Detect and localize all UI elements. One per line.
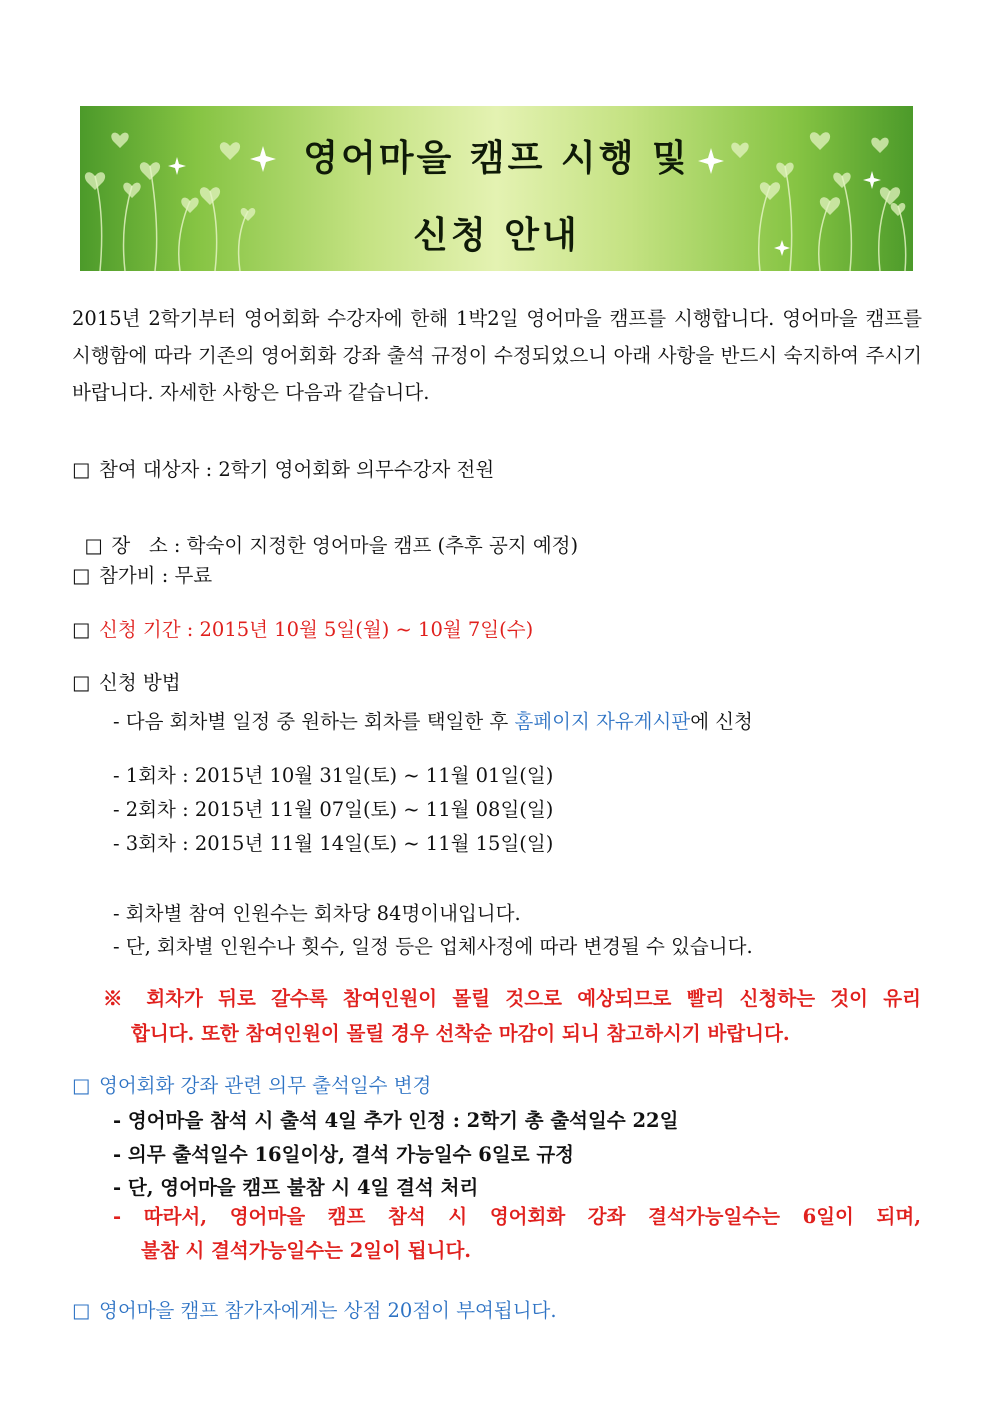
period-item xyxy=(72,614,533,642)
target-item xyxy=(72,454,494,482)
session-1: - 1회차 : 2015년 10월 31일(토) ~ 11월 01일(일) xyxy=(113,764,554,787)
early-apply-note-line2: 합니다. 또한 참여인원이 몰릴 경우 선착순 마감이 되니 참고하시기 바랍니다. xyxy=(131,1022,790,1045)
method-description: - 다음 회차별 일정 중 원하는 회차를 택일한 후 홈페이지 자유게시판에 신청 xyxy=(113,710,753,733)
place-item xyxy=(72,507,578,558)
early-apply-note-line1: ※ 회차가 뒤로 갈수록 참여인원이 몰릴 것으로 예상되므로 빨리 신청하는 것이 유리 xyxy=(103,987,921,1010)
checkbox-bullet-icon: □ xyxy=(72,671,91,694)
checkbox-bullet-icon: □ xyxy=(72,618,91,641)
change-note: - 단, 회차별 인원수나 횟수, 일정 등은 업체사정에 따라 변경될 수 있습니다. xyxy=(113,935,753,958)
merit-item xyxy=(72,1295,557,1323)
target-text: 참여 대상자 : 2학기 영어회화 의무수강자 전원 xyxy=(99,458,495,481)
attendance-item xyxy=(72,1070,431,1098)
fee-text: 참가비 : 무료 xyxy=(99,564,213,587)
attendance-red-line2: 불참 시 결석가능일수는 2일이 됩니다. xyxy=(141,1239,472,1262)
banner-title-line1: 영어마을 캠프 시행 및 xyxy=(303,138,690,179)
session-3: - 3회차 : 2015년 11월 14일(토) ~ 11월 15일(일) xyxy=(113,832,554,855)
attendance-line-2: - 의무 출석일수 16일이상, 결석 가능일수 6일로 규정 xyxy=(113,1143,575,1166)
session-2: - 2회차 : 2015년 11월 07일(토) ~ 11월 08일(일) xyxy=(113,798,554,821)
checkbox-bullet-icon: □ xyxy=(72,1299,91,1322)
merit-text: 영어마을 캠프 참가자에게는 상점 20점이 부여됩니다. xyxy=(99,1299,557,1322)
checkbox-bullet-icon: □ xyxy=(84,534,103,557)
banner-title-line2: 신청 안내 xyxy=(413,215,580,256)
method-item xyxy=(72,667,181,695)
checkbox-bullet-icon: □ xyxy=(72,564,91,587)
intro-paragraph: 2015년 2학기부터 영어회화 수강자에 한해 1박2일 영어마을 캠프를 시행합니다. 영어마을 캠프를 시행함에 따라 기존의 영어회화 강좌 출석 규정이 수정되었으니 아래 사항을 반드시 숙지하여 주시기 바랍니다. 자세한 사항은 다음과 같습니다. xyxy=(72,307,922,404)
checkbox-bullet-icon: □ xyxy=(72,458,91,481)
checkbox-bullet-icon: □ xyxy=(72,1074,91,1097)
period-text: 신청 기간 : 2015년 10월 5일(월) ~ 10월 7일(수) xyxy=(99,618,534,641)
attendance-line-3: - 단, 영어마을 캠프 불참 시 4일 결석 처리 xyxy=(113,1176,479,1199)
fee-item xyxy=(72,560,212,588)
attendance-heading: 영어회화 강좌 관련 의무 출석일수 변경 xyxy=(99,1074,432,1097)
attendance-line-1: - 영어마을 참석 시 출석 4일 추가 인정 : 2학기 총 출석일수 22일 xyxy=(113,1109,679,1132)
attendance-red-line1: - 따라서, 영어마을 캠프 참석 시 영어회화 강좌 결석가능일수는 6일이 되며, xyxy=(113,1205,921,1228)
place-text: 장 소 : 학숙이 지정한 영어마을 캠프 (추후 공지 예정) xyxy=(111,534,579,557)
method-heading: 신청 방법 xyxy=(99,671,181,694)
capacity-note: - 회차별 참여 인원수는 회차당 84명이내입니다. xyxy=(113,902,521,925)
bulletin-board-link[interactable]: 홈페이지 자유게시판 xyxy=(514,710,691,733)
